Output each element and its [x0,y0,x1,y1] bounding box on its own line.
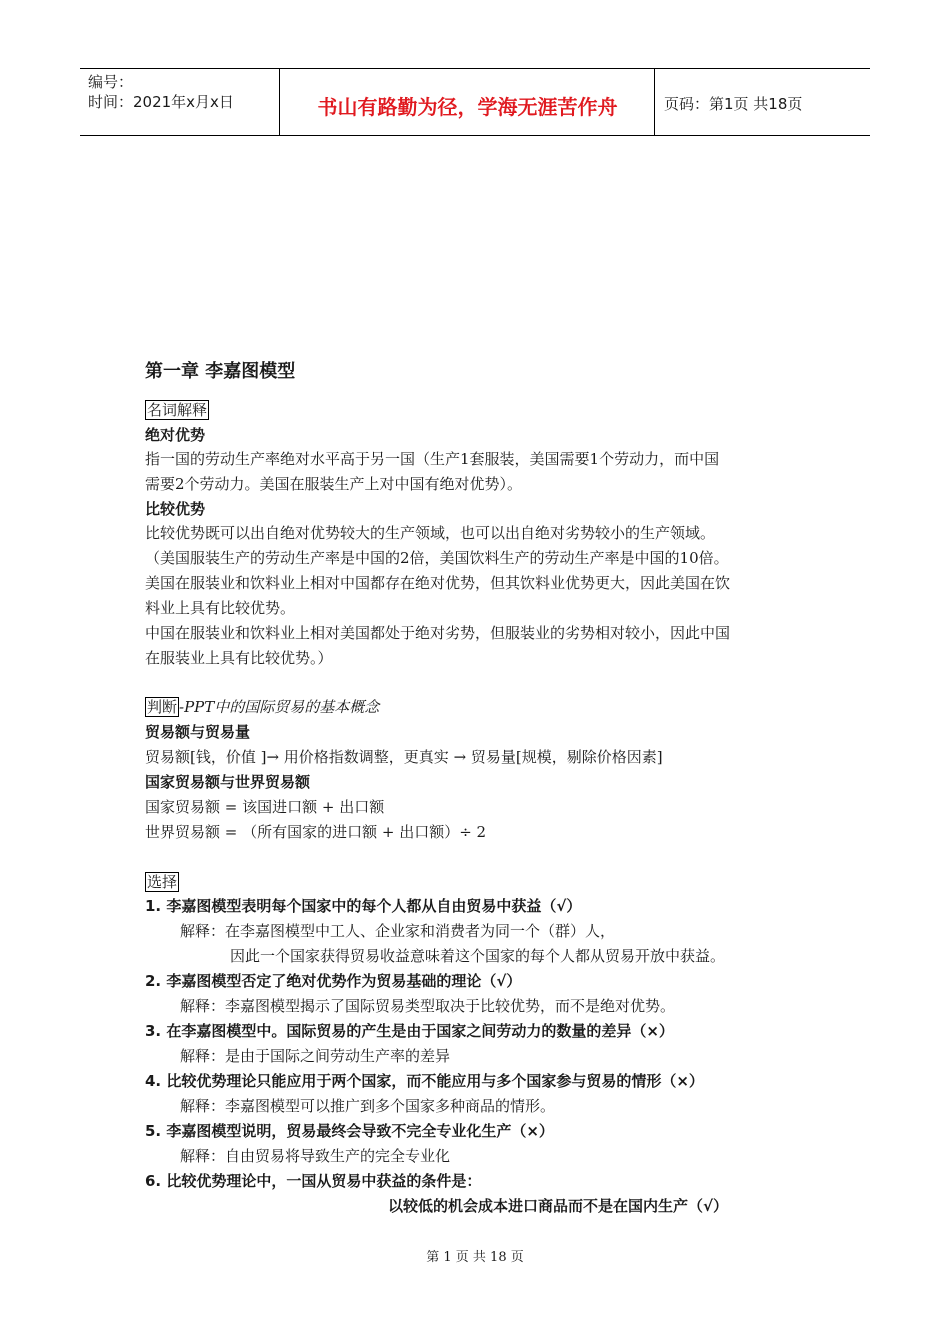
paragraph-line: 国家贸易额 = 该国进口额 + 出口额 [145,798,385,816]
term-heading: 比较优势 [145,500,206,518]
question: 2. 李嘉图模型否定了绝对优势作为贸易基础的理论（√） [145,972,522,990]
paragraph-line: （美国服装生产的劳动生产率是中国的2倍，美国饮料生产的劳动生产率是中国的10倍。 [145,549,729,567]
paragraph-line: 在服装业上具有比较优势。） [145,649,333,667]
paragraph-line: 贸易额[钱，价值 ]→ 用价格指数调整，更真实 → 贸易量[规模，剔除价格因素] [145,748,663,766]
explanation: 解释：李嘉图模型揭示了国际贸易类型取决于比较优势，而不是绝对优势。 [180,997,676,1015]
page-header [80,68,870,136]
paragraph-line: 中国在服装业和饮料业上相对美国都处于绝对劣势，但服装业的劣势相对较小，因此中国 [145,624,731,642]
answer: 以较低的机会成本进口商品而不是在国内生产（√） [388,1197,729,1215]
section-tag [145,697,379,717]
header-date-label: 时间：2021年x月x日 [88,93,234,111]
question: 4. 比较优势理论只能应用于两个国家，而不能应用与多个国家参与贸易的情形（×） [145,1072,704,1090]
paragraph-line: 美国在服装业和饮料业上相对中国都存在绝对优势，但其饮料业优势更大，因此美国在饮 [145,574,731,592]
tag-suffix: -PPT中的国际贸易的基本概念 [179,698,380,716]
page-footer: 第 1 页 共 18 页 [426,1250,524,1265]
header-divider [654,69,655,135]
question: 5. 李嘉图模型说明，贸易最终会导致不完全专业化生产（×） [145,1122,554,1140]
section-tag [145,872,179,892]
explanation: 因此一个国家获得贸易收益意味着这个国家的每个人都从贸易开放中获益。 [230,947,726,965]
paragraph-line: 料业上具有比较优势。 [145,599,296,617]
question: 1. 李嘉图模型表明每个国家中的每个人都从自由贸易中获益（√） [145,897,582,915]
term-heading: 绝对优势 [145,426,206,444]
explanation: 解释：自由贸易将导致生产的完全专业化 [180,1147,451,1165]
explanation: 解释：是由于国际之间劳动生产率的差异 [180,1047,451,1065]
explanation: 解释：李嘉图模型可以推广到多个国家多种商品的情形。 [180,1097,556,1115]
tag-judgement: 判断 [147,698,178,716]
paragraph-line: 比较优势既可以出自绝对优势较大的生产领域，也可以出自绝对劣势较小的生产领域。 [145,524,716,542]
tag-noun-explanation: 名词解释 [147,401,208,419]
question: 3. 在李嘉图模型中。国际贸易的产生是由于国家之间劳动力的数量的差异（×） [145,1022,674,1040]
header-motto: 书山有路勤为径，学海无涯苦作舟 [317,95,618,119]
term-heading: 国家贸易额与世界贸易额 [145,773,311,791]
chapter-title: 第一章 李嘉图模型 [145,361,296,382]
paragraph-line: 需要2个劳动力。美国在服装生产上对中国有绝对优势）。 [145,475,523,493]
tag-choice: 选择 [147,873,178,891]
header-number-label: 编号： [88,73,134,91]
question: 6. 比较优势理论中，一国从贸易中获益的条件是： [145,1172,482,1190]
header-page-label: 页码：第1页 共18页 [664,95,803,113]
paragraph-line: 世界贸易额 = （所有国家的进口额 + 出口额）÷ 2 [145,823,487,841]
paragraph-line: 指一国的劳动生产率绝对水平高于另一国（生产1套服装，美国需要1个劳动力，而中国 [145,450,720,468]
section-tag [145,400,209,420]
explanation: 解释：在李嘉图模型中工人、企业家和消费者为同一个（群）人， [180,922,616,940]
term-heading: 贸易额与贸易量 [145,723,251,741]
